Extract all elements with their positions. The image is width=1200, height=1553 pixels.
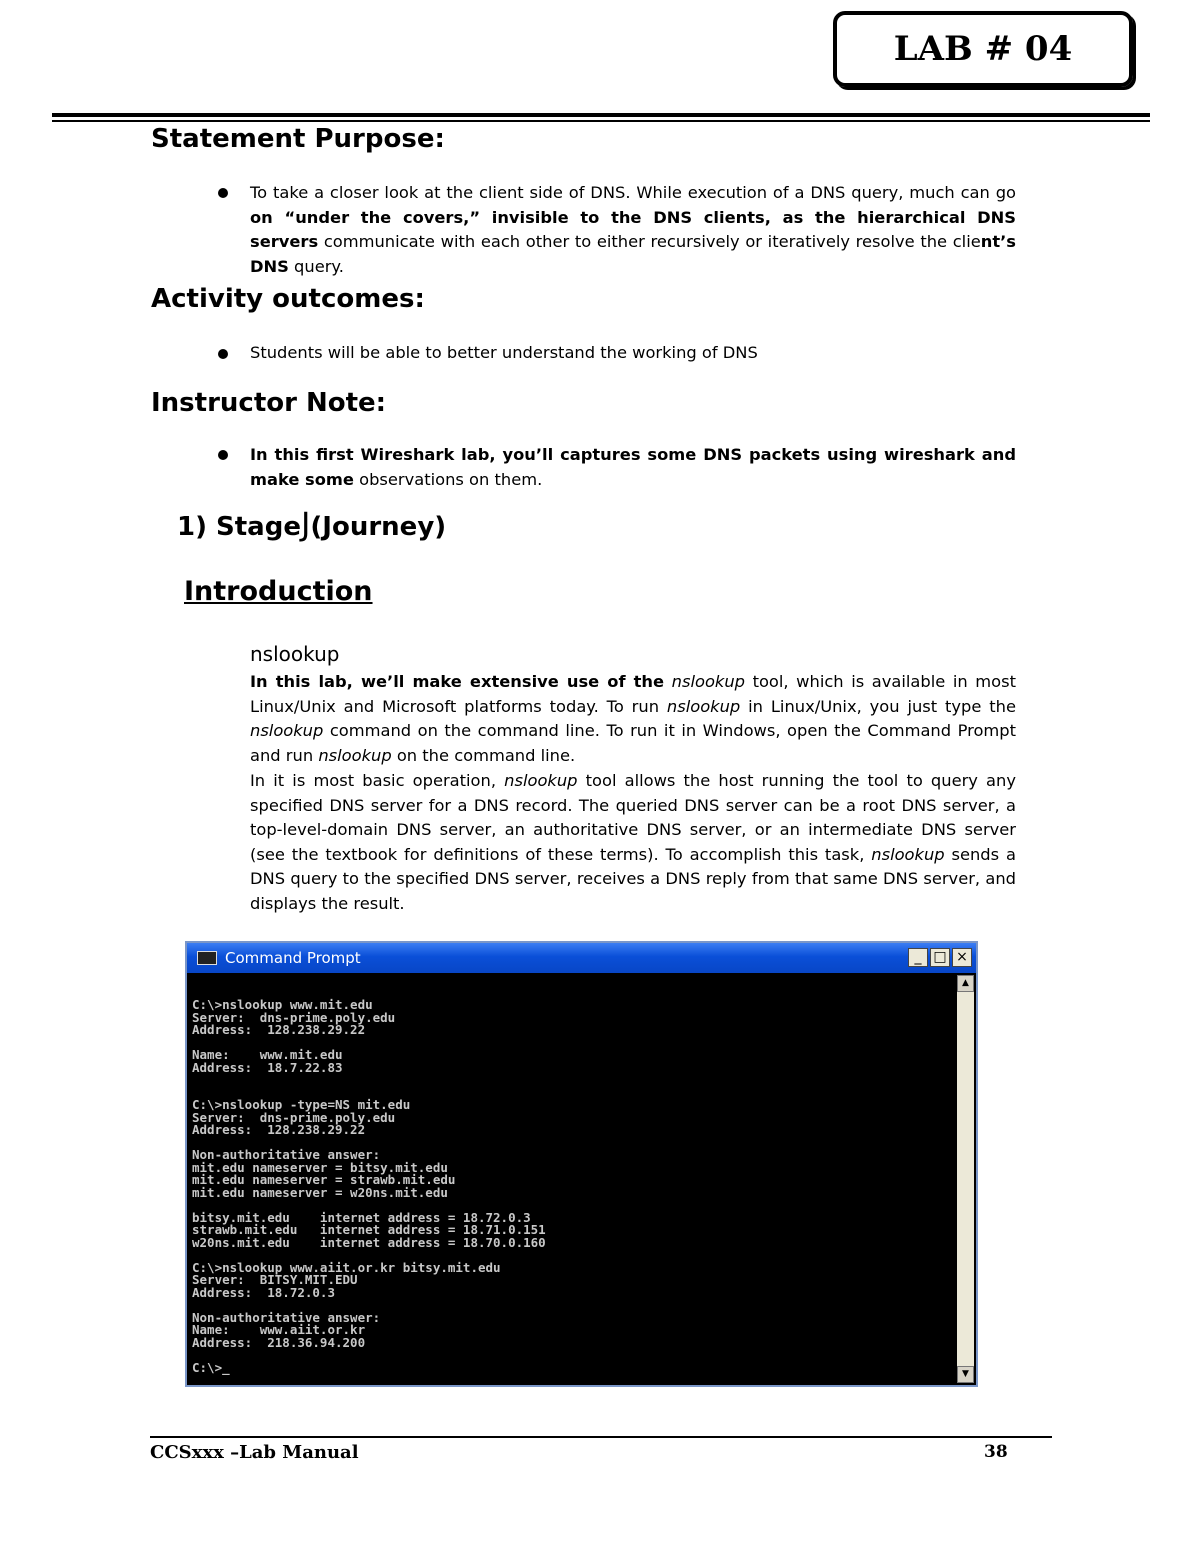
purpose-text: To take a closer look at the client side of DNS. While execution of a DNS query, much can go on “under the covers,” invisible to the DNS clients, as the hierarchical DNS servers communicate with each other to either recursively or iteratively resolve the client’s DNS query.: [250, 183, 1016, 276]
scroll-down-icon[interactable]: ▼: [957, 1366, 974, 1383]
purpose-heading: Statement Purpose:: [151, 124, 445, 154]
footer-page-number: 38: [984, 1442, 1008, 1462]
note-text: In this first Wireshark lab, you’ll captures some DNS packets using wireshark and make some observations on them.: [250, 445, 1016, 489]
window-title-bar[interactable]: [187, 943, 976, 973]
outcomes-heading: Activity outcomes:: [151, 284, 425, 314]
lab-number-box: [833, 11, 1133, 87]
lab-title: LAB # 04: [893, 29, 1073, 69]
note-heading: Instructor Note:: [151, 388, 387, 418]
introduction-heading: Introduction: [184, 576, 373, 607]
intro-paragraph-2: In it is most basic operation, nslookup tool allows the host running the tool to query any specified DNS server for a DNS record. The queried DNS server can be a root DNS server, a top-level-domain DNS server, an authoritative DNS server, or an intermediate DNS server (see the textbook for definitions of these terms). To accomplish this task, nslookup sends a DNS query to the specified DNS server, receives a DNS reply from that same DNS server, and displays the result.: [250, 771, 1016, 913]
console-icon: [197, 951, 217, 965]
header-rule: [52, 113, 1150, 117]
bullet-icon: [218, 188, 228, 198]
vertical-scrollbar[interactable]: [957, 975, 974, 1383]
nslookup-subheading: nslookup: [250, 642, 340, 666]
header-rule-thin: [52, 120, 1150, 122]
intro-paragraph-1: In this lab, we’ll make extensive use of the nslookup tool, which is available in most Linux/Unix and Microsoft platforms today. To run nslookup in Linux/Unix, you just type the nslookup command on the command line. To run it in Windows, open the Command Prompt and run nslookup on the command line.: [250, 672, 1016, 765]
scroll-up-icon[interactable]: ▲: [957, 975, 974, 992]
console-output: C:\>nslookup www.mit.edu Server: dns-prime.poly.edu Address: 128.238.29.22 Name: www.mit.edu Address: 18.7.22.83 C:\>nslookup -type=NS mit.edu Server: dns-prime.poly.edu Address: 128.238.29.22 Non-authoritative answer: mit.edu nameserver = bitsy.mit.edu mit.edu nameserver = strawb.mit.edu mit.edu nameserver = w20ns.mit.edu bitsy.mit.edu internet address = 18.72.0.3 strawb.mit.edu internet address = 18.71.0.151 w20ns.mit.edu internet address = 18.70.0.160 C:\>nslookup www.aiit.or.kr bitsy.mit.edu Server: BITSY.MIT.EDU Address: 18.72.0.3 Non-authoritative answer: Name: www.aiit.or.kr Address: 218.36.94.200 C:\>_: [192, 997, 546, 1375]
stage-heading: 1) StageJ(Journey): [177, 505, 447, 543]
footer-manual-title: CCSxxx –Lab Manual: [150, 1442, 359, 1463]
footer-rule: [150, 1436, 1052, 1438]
bullet-icon: [218, 450, 228, 460]
minimize-button[interactable]: _: [908, 948, 928, 967]
maximize-button[interactable]: □: [930, 948, 950, 967]
close-button[interactable]: ×: [952, 948, 972, 967]
command-prompt-window: [185, 941, 978, 1387]
window-title: Command Prompt: [225, 949, 361, 967]
outcomes-text: Students will be able to better understand the working of DNS: [250, 343, 758, 362]
bullet-icon: [218, 349, 228, 359]
